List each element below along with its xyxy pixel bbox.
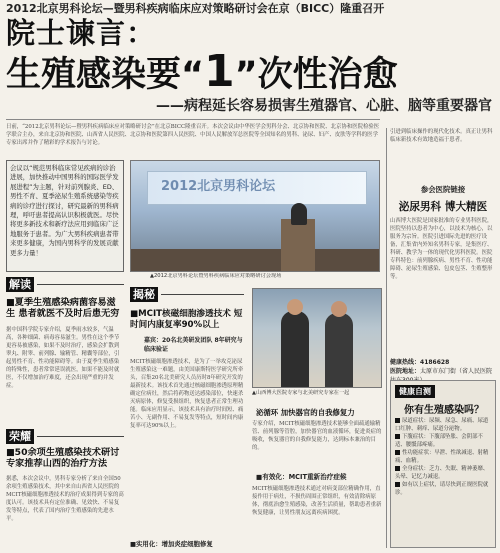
- section-tag: 荣耀: [6, 429, 34, 444]
- headline-title: 院士谏言：: [6, 16, 157, 50]
- health-item: [395, 433, 493, 449]
- article-title: ■MCIT核磁细胞渗透技术 短时间内康复率90%以上: [130, 309, 243, 330]
- hotline-number: 4186628: [420, 359, 450, 366]
- section-tag: 解读: [6, 277, 34, 292]
- headline-main-post: ”次性治愈: [234, 55, 398, 95]
- column-divider: [386, 128, 387, 548]
- article-title: ■50余项生殖感染技术研讨 专家推荐山西的治疗方法: [6, 447, 120, 469]
- headline-subtitle: ——病程延长容易损害生殖器官、心脏、脑等重要器官: [156, 98, 492, 114]
- square-bullet-icon: [395, 482, 400, 487]
- article-body: 专家介绍，MCIT核磁细胞渗透技术能够全面疏通输精管、前列腺等管腔，加快器官的血液循环，促进炎症的吸收，恢复器官的自我修复能力，达到标本兼治的目的。: [252, 421, 382, 451]
- article-subtitle: 嘉宾：20名北美研发团队 8年研究与临床验证: [144, 337, 243, 353]
- photo-head-right: [331, 301, 347, 317]
- health-item-text: 全身症状：乏力、失眠、精神萎靡、头晕、记忆力减退。: [395, 466, 489, 480]
- square-bullet-icon: [395, 418, 400, 423]
- square-bullet-icon: [395, 466, 400, 471]
- health-tag: 健康自测: [395, 385, 435, 398]
- photo-caption: ▲2012北京男科论坛暨男科疾病临床应对策略研讨会现场: [150, 273, 282, 279]
- section-header-interpret: [6, 276, 124, 292]
- address-value: 太原市东门街（省人民医院: [420, 368, 493, 375]
- health-item: [395, 481, 493, 497]
- masthead-line: 2012北京男科论坛—暨男科疾病临床应对策略研讨会在京（BICC）隆重召开: [6, 2, 385, 15]
- section-header-honor: [6, 428, 124, 444]
- section-header-reveal: [130, 286, 244, 302]
- photo-stage: [131, 249, 380, 272]
- hotline-label: 健康热线：: [390, 359, 421, 366]
- photo-speaker: [291, 203, 307, 225]
- lead-box: 会议以“规范男科临床常见疾病的诊治进展，加快推动中国男科的国际医学发展进程”为主题，针对前列腺炎、ED、男性不育、夏季泌尿生殖系统感染等疾病的诊疗进行探讨，研究最新的男科病理，呼吁患者提高认识积极就医。尽快将更多新技术和新疗法应用到临床广泛地服务于患者。为广大男科疾病患者带来更多健康，为国内男科学的发展贡献更多力量！: [6, 160, 124, 272]
- hospital-description: 山西博大医院是国家批准的专业男科医院，医院坚持以患者为中心，以技术为核心，以服务为宗旨。医院引进国际先进的医疗设备，汇集省内外知名男科专家，是集医疗、科研、教学为一体的现代化男科医院。医院专科特色：前列腺疾病、男性不育、性功能障碍、泌尿生殖感染、包皮包茎、生殖整形等。: [390, 218, 493, 280]
- section-line: [37, 436, 124, 437]
- section-line: [37, 284, 124, 285]
- photo-caption: ▲山西博大医院专家与北美研究专家在一起: [252, 390, 350, 396]
- photo-head-left: [287, 299, 303, 315]
- article-subheading: 泌循环 加快器官的自我修复力: [256, 408, 355, 417]
- hotline-row: [390, 358, 496, 367]
- section-tag: 揭秘: [130, 287, 158, 302]
- health-item: [395, 417, 493, 433]
- photo-person-left: [281, 311, 309, 388]
- article-title: ■夏季生殖感染病菌容易滋生 患者就医不及时后患无穷: [6, 297, 120, 319]
- article-body: 据中国科学院专家介绍，夏季雨水较多，气温高，各种细菌、病毒容易滋生。男性在这个季节更容易被感染，如果不及时治疗，感染会扩散到睾丸、附睾、前列腺、输精管、精囊等部位，引起男性不育、性功能障碍等。由于夏季生殖感染的特殊性，患者常常延误就医，如果不能及时就医，不仅增加治疗难度，还会出现严重的并发症。: [6, 327, 120, 389]
- article-subheading: ■实用化：增加炎症细胞修复: [130, 540, 213, 548]
- health-title: 你有生殖感染吗？: [404, 405, 484, 416]
- health-item: [395, 449, 493, 465]
- health-item-text: 性功能症状：早泄、性欲减退、射精痛、血精。: [395, 450, 489, 464]
- article-body: 引进到临床操作的现代化技术。真正让男科临床新技术有效地造福于患者。: [390, 129, 493, 143]
- photo-person-right: [325, 313, 353, 388]
- headline-main-number: 1: [204, 46, 235, 97]
- square-bullet-icon: [395, 434, 400, 439]
- health-item-text: 下腹症状：下腹部坠胀、会阴部不适、腰骶部疼痛。: [395, 434, 483, 448]
- photo-banner-text: 2012北京男科论坛: [161, 179, 276, 194]
- headline-main-pre: 生殖感染要“: [6, 55, 205, 95]
- experts-photo: [252, 288, 382, 388]
- conference-photo: [130, 160, 380, 272]
- section-line: [161, 294, 244, 295]
- article-subheading: ■有效化：MCIT重新治疗症候: [256, 473, 347, 481]
- hospital-slogan: 泌尿男科 博大精医: [398, 201, 488, 213]
- health-item: [395, 465, 493, 481]
- headline-main: [6, 46, 398, 97]
- article-body: MCIT核磁细胞渗透技术通过对病变部位精确作用，直接作用于病灶，不损伤周围正常组织，有效清除病原体，彻底治愈生殖感染，改善生活质量，帮助患者重新恢复健康，让男性朋友远离疾病困扰。: [252, 486, 382, 516]
- hospital-link-heading: 参会医院链接: [420, 185, 466, 194]
- health-list: [395, 417, 493, 547]
- intro-paragraph: 日前，“2012北京男科论坛—暨男科疾病临床应对策略研讨会”在北京BICC隆重召开。本次会议由中华医学会男科分会、北京协和医院、北京协和医院检验医学联合主办，来自北京协和医院、山西省人民医院、北京协和医院第四人民医院、中国人民解放军总医院等全国知名的男科、泌尿、妇产、皮肤等学科的医学专家出席并作了精彩的学术报告与讨论。: [6, 124, 380, 146]
- health-self-test: [390, 380, 496, 548]
- article-body: 据悉，本次会议中，男科专家分析了来自全国50余项生殖感染技术，其中来自山西省人民医院的MCIT核磁细胞渗透技术的治疗成果得到专家的高度认可。该技术具有定位准确、见效快、不易复发等特点，代表了国内治疗生殖感染的先进水平。: [6, 476, 124, 522]
- article-body: MCIT核磁细胞渗透技术，是为了一举攻克泌尿生殖感染这一难题，由美国康斯特医学研究所牵头，召集20名北美研究人员历时8年研究开发的最新技术。该技术首先通过核磁细胞渗透原理精确定位病灶，然后将药物送达感染部位，快速杀灭病原体，修复受损组织，恢复患者正常生理功能。临床应用显示，该技术具有治疗时间短、痛苦小、无副作用、不易复发等特点，短时间内康复率可达90%以上。: [130, 359, 244, 429]
- address-label: 医院地址：: [390, 368, 421, 375]
- health-item-text: 如有以上症状，请尽快到正规医院就诊。: [395, 482, 489, 496]
- photo-podium: [281, 219, 315, 272]
- square-bullet-icon: [395, 450, 400, 455]
- health-item-text: 尿道症状：尿频、尿急、尿痛、尿道口红肿、刺痒、尿道分泌物。: [395, 418, 489, 432]
- header-divider: [6, 119, 380, 120]
